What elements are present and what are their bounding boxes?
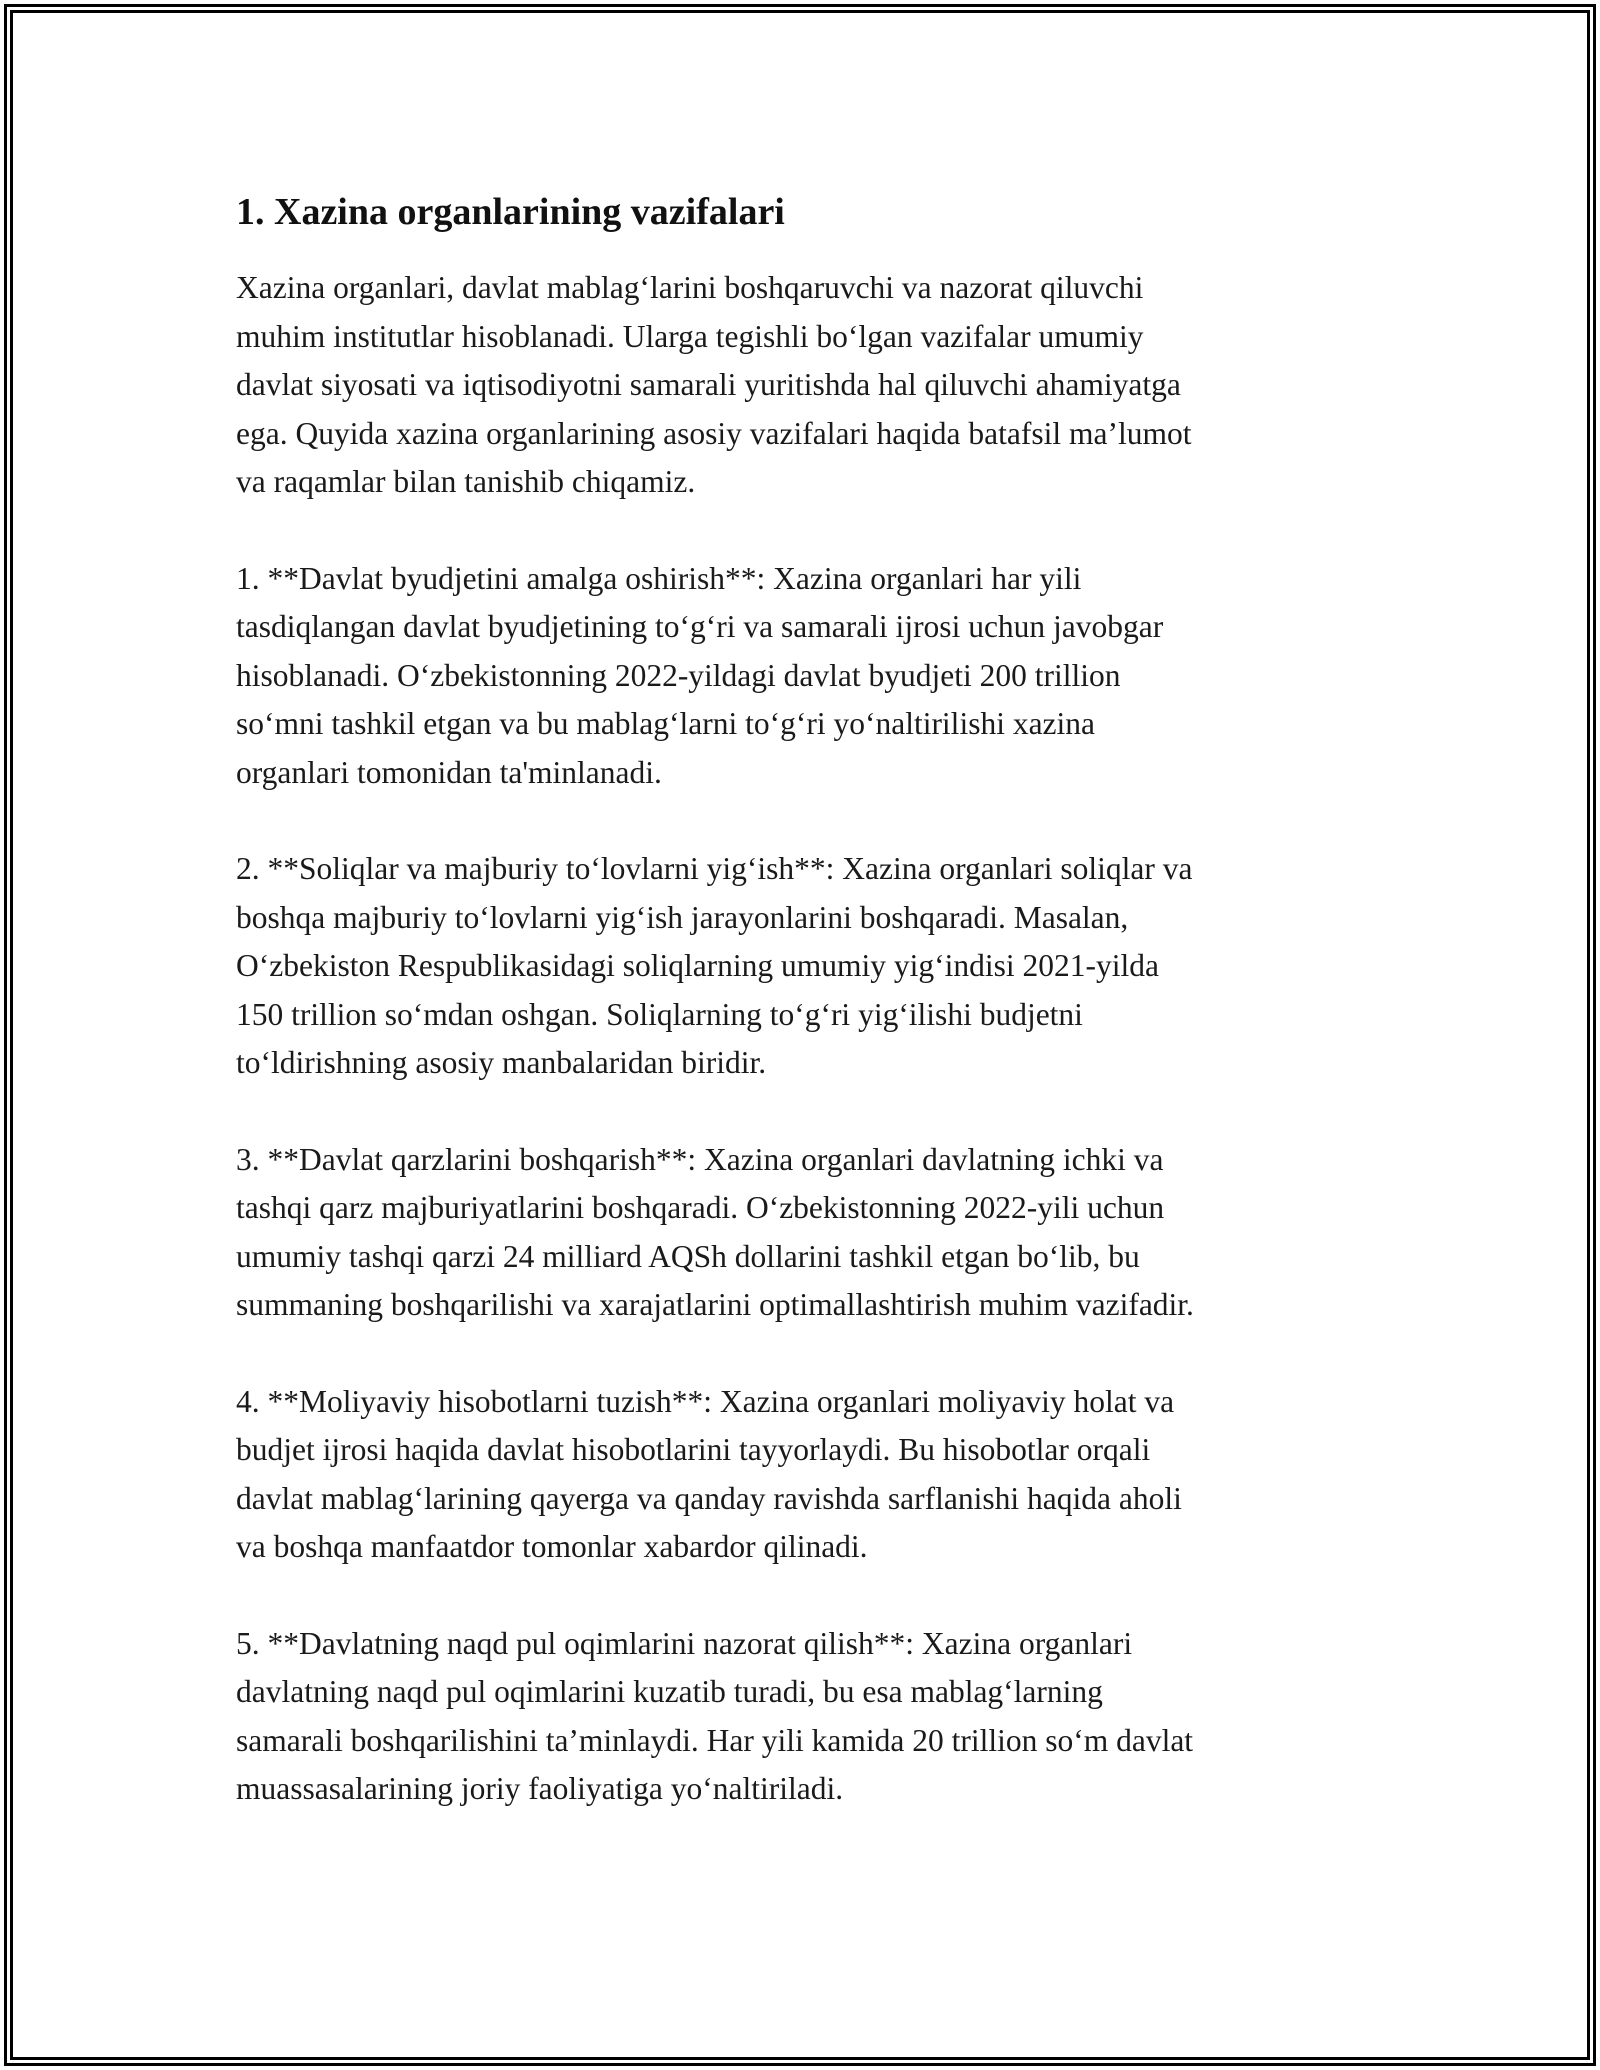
item-budget-paragraph: 1. **Davlat byudjetini amalga oshirish**: Xazina organlari har yili tasdiqlangan davlat byudjetining to‘g‘ri va samarali ijrosi uchun javobgar hisoblanadi. O‘zbekistonning 2022-yildagi davlat byudjeti 200 trillion so‘mni tashkil etgan va bu mablag‘larni to‘g‘ri yo‘naltirilishi xazina organlari tomonidan ta'minlanadi. [236, 560, 1164, 790]
item-reports-paragraph: 4. **Moliyaviy hisobotlarni tuzish**: Xazina organlari moliyaviy holat va budjet ijrosi haqida davlat hisobotlarini tayyorlaydi. Bu hisobotlar orqali davlat mablag‘larining qayerga va qanday ravishda sarflanishi haqida aholi va boshqa manfaatdor tomonlar xabardor qilinadi. [236, 1383, 1182, 1564]
item-taxes-paragraph: 2. **Soliqlar va majburiy to‘lovlarni yig‘ish**: Xazina organlari soliqlar va boshqa majburiy to‘lovlarni yig‘ish jarayonlarini boshqaradi. Masalan, O‘zbekiston Respublikasidagi soliqlarning umumiy yig‘indisi 2021-yilda 150 trillion so‘mdan oshgan. Soliqlarning to‘g‘ri yig‘ilishi budjetni to‘ldirishning asosiy manbalaridan biridir. [236, 851, 1193, 1080]
item-debt-paragraph: 3. **Davlat qarzlarini boshqarish**: Xazina organlari davlatning ichki va tashqi qarz majburiyatlarini boshqaradi. O‘zbekistonning 2022-yili uchun umumiy tashqi qarzi 24 milliard AQSh dollarini tashkil etgan bo‘lib, bu summaning boshqarilishi va xarajatlarini optimallashtirish muhim vazifadir. [236, 1141, 1194, 1322]
document-body [236, 188, 1366, 1862]
intro-paragraph: Xazina organlari, davlat mablag‘larini boshqaruvchi va nazorat qiluvchi muhim institutlar hisoblanadi. Ularga tegishli bo‘lgan vazifalar umumiy davlat siyosati va iqtisodiyotni samarali yuritishda hal qiluvchi ahamiyatga ega. Quyida xazina organlarining asosiy vazifalari haqida batafsil ma’lumot va raqamlar bilan tanishib chiqamiz. [236, 270, 1192, 499]
section-heading: 1. Xazina organlarining vazifalari [236, 191, 785, 233]
item-cashflow-paragraph: 5. **Davlatning naqd pul oqimlarini nazorat qilish**: Xazina organlari davlatning naqd pul oqimlarini kuzatib turadi, bu esa mablag‘larning samarali boshqarilishini ta’minlaydi. Har yili kamida 20 trillion so‘m davlat muassasalarining joriy faoliyatiga yo‘naltiriladi. [236, 1625, 1194, 1806]
